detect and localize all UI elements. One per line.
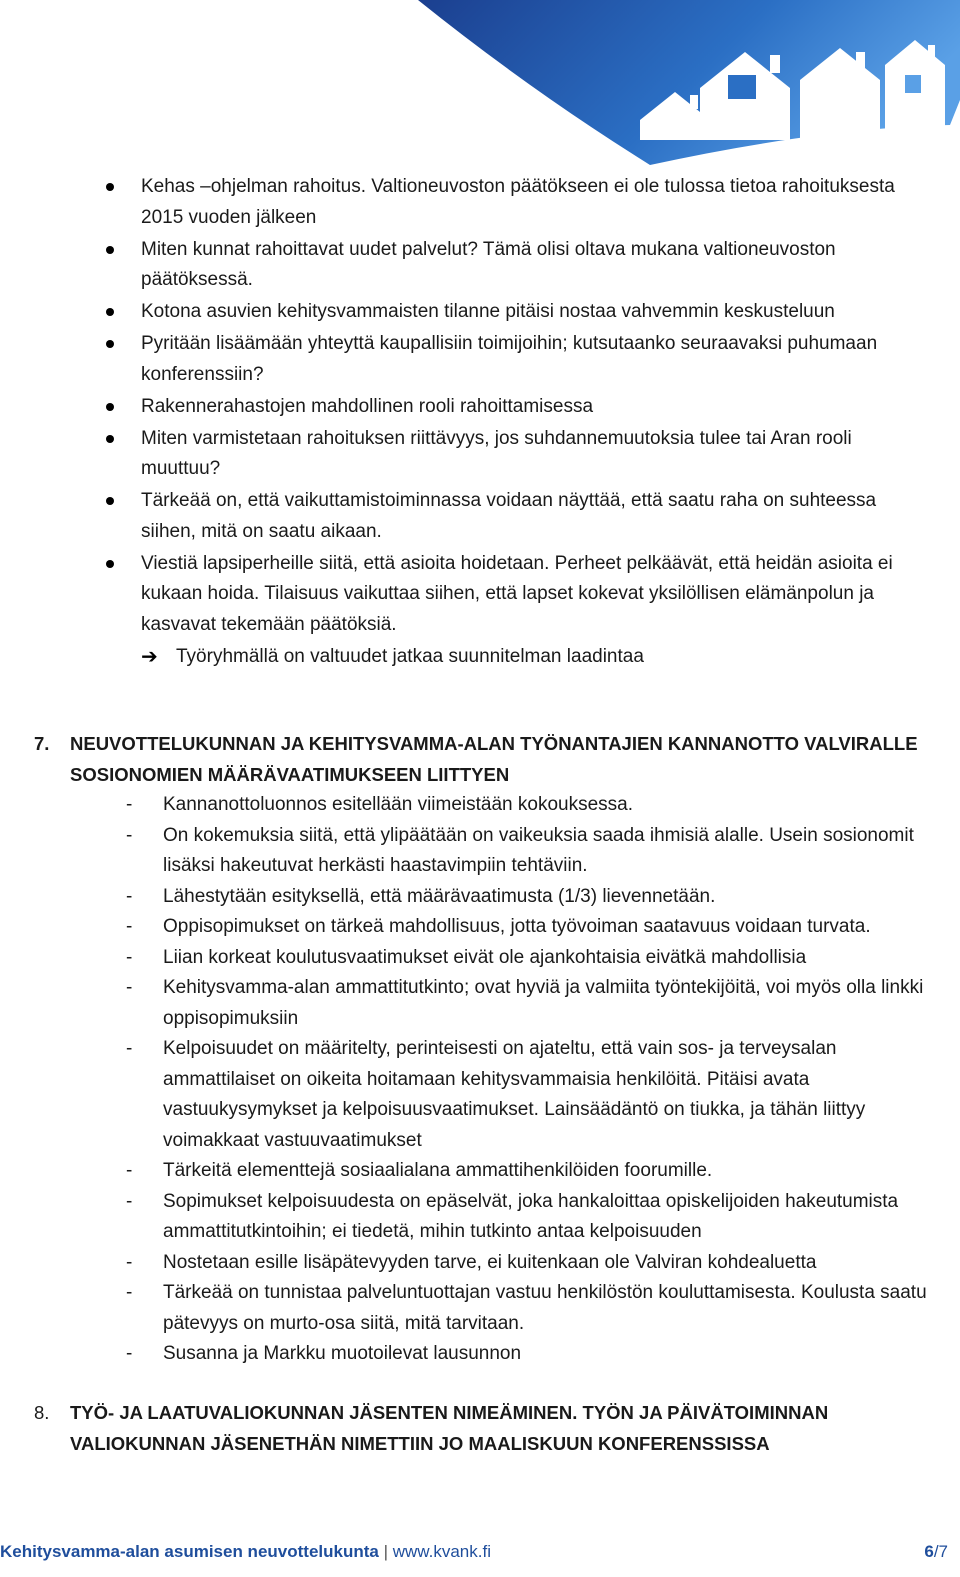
footer-website-link[interactable]: www.kvank.fi — [392, 1542, 491, 1561]
list-item — [0, 1156, 960, 1187]
dash-icon: - — [126, 885, 133, 907]
list-item-text: Miten kunnat rahoittavat uudet palvelut? Tämä olisi oltava mukana valtioneuvoston päätöksessä. — [141, 238, 836, 290]
section-number: 8. — [34, 1402, 50, 1423]
list-item — [0, 973, 960, 1034]
bullet-list — [0, 172, 960, 672]
footer-organization: Kehitysvamma-alan asumisen neuvottelukunta — [0, 1542, 379, 1561]
list-item-text: Tärkeää on tunnistaa palveluntuottajan vastuu henkilöstön kouluttamisesta. Koulusta saatu pätevyys on murto-osa siitä, mitä tarvitaan. — [163, 1282, 927, 1334]
dash-icon: - — [126, 1282, 133, 1303]
section-7-heading — [0, 729, 960, 790]
bullet-icon — [106, 308, 114, 316]
list-item-text: On kokemuksia siitä, että ylipäätään on vaikeuksia saada ihmisiä alalle. Usein sosionomit lisäksi hakeutuvat herkästi haastavimpiin tehtäviin. — [163, 824, 914, 876]
section-7 — [0, 729, 960, 1370]
list-item — [0, 882, 960, 913]
list-item — [0, 1248, 960, 1279]
list-item-text: Rakennerahastojen mahdollinen rooli rahoittamisessa — [141, 395, 594, 417]
bullet-icon — [106, 497, 114, 505]
bullet-icon — [106, 560, 114, 568]
section-title: NEUVOTTELUKUNNAN JA KEHITYSVAMMA-ALAN TYÖNANTAJIEN KANNANOTTO VALVIRALLE SOSIONOMIEN MÄÄRÄVAATIMUKSEEN LIITTYEN — [70, 733, 918, 785]
section-number: 7. — [34, 733, 50, 754]
list-item — [0, 424, 960, 485]
list-item — [0, 1339, 960, 1370]
list-item-text: Viestiä lapsiperheille siitä, että asioita hoidetaan. Perheet pelkäävät, että heidän asioita ei kukaan hoida. Tilaisuus vaikuttaa siihen, että lapset kokevat yksilöllisen elämänpolun ja kasvavat tekemään päätöksiä. — [141, 552, 893, 635]
list-item-text: Tärkeää on, että vaikuttamistoiminnassa voidaan näyttää, että saatu raha on suhteessa siihen, mitä on saatu aikaan. — [141, 490, 877, 542]
page-total: /7 — [933, 1542, 948, 1561]
list-item — [0, 790, 960, 821]
list-item-text: Lähestytään esityksellä, että määrävaatimusta (1/3) lievennetään. — [163, 885, 716, 907]
footer-separator: | — [383, 1542, 388, 1561]
page-current: 6 — [924, 1542, 934, 1561]
dash-icon: - — [126, 1038, 133, 1059]
dash-icon: - — [126, 1190, 133, 1212]
list-item — [0, 1187, 960, 1248]
dash-icon: - — [126, 977, 133, 998]
dash-icon: - — [126, 946, 133, 968]
bullet-icon — [106, 183, 114, 191]
list-item-text: Pyritään lisäämään yhteyttä kaupallisiin toimijoihin; kutsutaanko seuraavaksi puhumaan konferenssiin? — [141, 333, 878, 385]
list-item-text: Kehitysvamma-alan ammattitutkinto; ovat hyviä ja valmiita työntekijöitä, voi myös olla linkki oppisopimuksiin — [163, 977, 924, 1029]
right-arrow-icon: ➔ — [141, 645, 158, 668]
list-item-text: Kannanottoluonnos esitellään viimeistään kokouksessa. — [163, 794, 634, 815]
bullet-icon — [106, 246, 114, 254]
list-item-text: Oppisopimukset on tärkeä mahdollisuus, jotta työvoiman saatavuus voidaan turvata. — [163, 916, 871, 937]
section-8 — [0, 1398, 960, 1459]
list-item-text: Kehas –ohjelman rahoitus. Valtioneuvoston päätökseen ei ole tulossa tietoa rahoituksesta 2015 vuoden jälkeen — [141, 176, 895, 228]
list-item — [0, 235, 960, 296]
dash-icon: - — [126, 794, 133, 815]
list-item-text: Sopimukset kelpoisuudesta on epäselvät, joka hankaloittaa opiskelijoiden hakeutumista ammattitutkintoihin; ei tiedetä, mihin tutkinto antaa kelpoisuuden — [163, 1190, 899, 1242]
dash-icon: - — [126, 1160, 133, 1181]
list-item — [0, 486, 960, 547]
bullet-icon — [106, 403, 114, 411]
list-item-text: Kelpoisuudet on määritelty, perinteisesti on ajateltu, että vain sos- ja terveysalan ammattilaiset on oikeita hoitamaan kehitysvammaisia henkilöitä. Pitäisi avata vastuukysymykset ja kelpoisuusvaatimukset. Lainsäädäntö on tiukka, ja tähän liittyy voimakkaat vastuuvaatimukset — [163, 1038, 866, 1151]
arrow-conclusion-text: Työryhmällä on valtuudet jatkaa suunnitelman laadintaa — [176, 645, 644, 667]
bullet-icon — [106, 435, 114, 443]
page-number — [924, 1540, 948, 1564]
list-item-text: Liian korkeat koulutusvaatimukset eivät ole ajankohtaisia eivätkä mahdollisia — [163, 946, 807, 968]
list-item-text: Nostetaan esille lisäpätevyyden tarve, ei kuitenkaan ole Valviran kohdealuetta — [163, 1251, 817, 1273]
list-item-text: Susanna ja Markku muotoilevat lausunnon — [163, 1343, 522, 1364]
list-item — [0, 821, 960, 882]
list-item — [0, 549, 960, 641]
header-house-banner — [0, 0, 960, 170]
list-item — [0, 172, 960, 233]
list-item — [0, 392, 960, 423]
section-8-heading — [0, 1398, 960, 1459]
list-item-text: Miten varmistetaan rahoituksen riittävyys, jos suhdannemuutoksia tulee tai Aran rooli muuttuu? — [141, 427, 852, 479]
list-item — [0, 297, 960, 328]
dash-icon: - — [126, 1251, 133, 1273]
dash-icon: - — [126, 916, 133, 937]
page-footer — [0, 1540, 960, 1564]
arrow-conclusion — [0, 642, 960, 673]
list-item — [0, 1034, 960, 1156]
bullet-icon — [106, 340, 114, 348]
list-item — [0, 943, 960, 974]
list-item — [0, 1278, 960, 1339]
list-item-text: Tärkeitä elementtejä sosiaalialana ammattihenkilöiden foorumille. — [163, 1160, 713, 1181]
dash-icon: - — [126, 824, 133, 846]
dash-icon: - — [126, 1343, 133, 1364]
list-item — [0, 912, 960, 943]
section-title: TYÖ- JA LAATUVALIOKUNNAN JÄSENTEN NIMEÄMINEN. TYÖN JA PÄIVÄTOIMINNAN VALIOKUNNAN JÄSENETHÄN NIMETTIIN JO MAALISKUUN KONFERENSSISSA — [70, 1402, 829, 1454]
list-item — [0, 329, 960, 390]
list-item-text: Kotona asuvien kehitysvammaisten tilanne pitäisi nostaa vahvemmin keskusteluun — [141, 301, 835, 322]
